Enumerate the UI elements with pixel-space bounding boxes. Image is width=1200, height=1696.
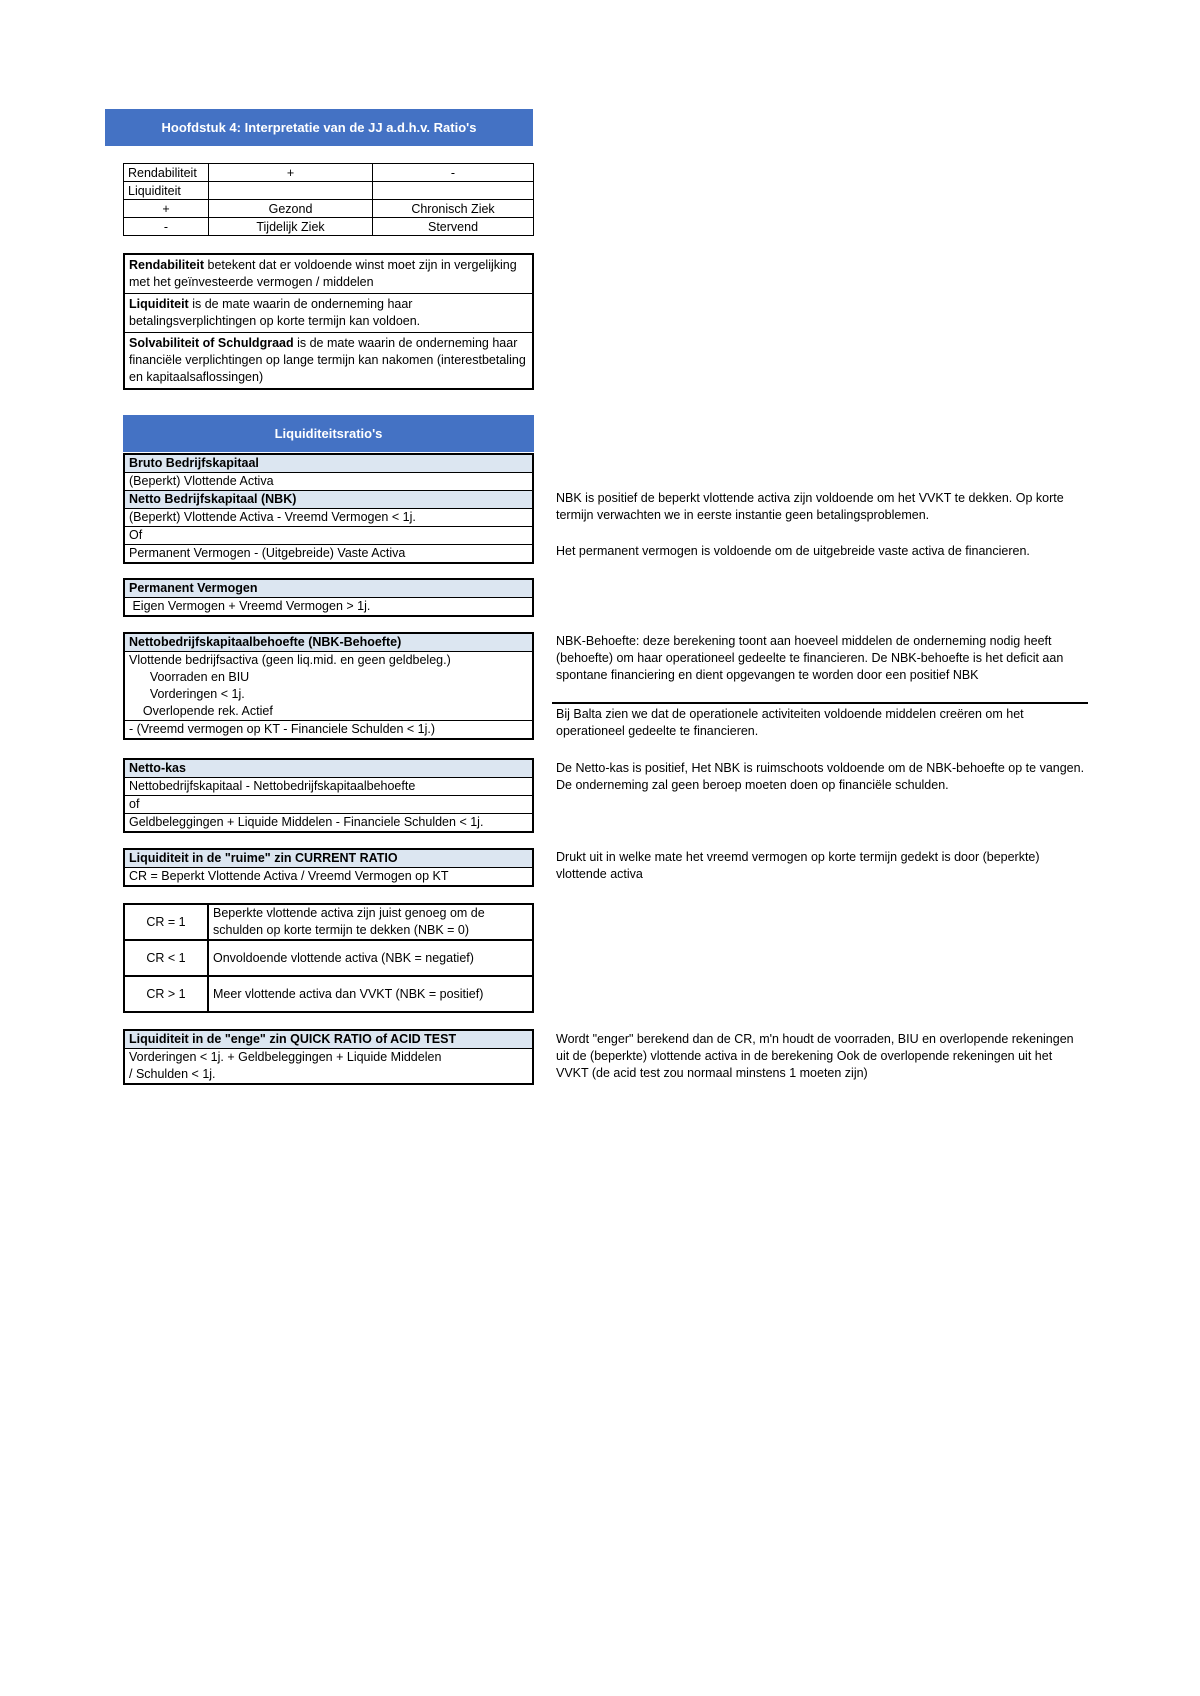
quick-ratio-heading: Liquiditeit in de "enge" zin QUICK RATIO of ACID TEST xyxy=(125,1031,532,1049)
current-ratio-heading: Liquiditeit in de "ruime" zin CURRENT RATIO xyxy=(125,850,532,868)
nbk-note-1: NBK is positief de beperkt vlottende activa zijn voldoende om het VVKT te dekken. Op korte termijn verwachten we in eerste instantie geen betalingsproblemen. xyxy=(556,491,1064,522)
behoefte-line: Vlottende bedrijfsactiva (geen liq.mid. en geen geldbeleg.) xyxy=(129,653,451,667)
nbk-line: (Beperkt) Vlottende Activa - Vreemd Vermogen < 1j. xyxy=(125,509,532,527)
matrix-cell: - xyxy=(373,164,534,182)
table-row xyxy=(124,976,533,1012)
matrix-cell: Rendabiliteit xyxy=(124,164,209,182)
cr-condition: CR = 1 xyxy=(124,904,208,940)
matrix-row xyxy=(124,164,534,182)
matrix-cell: Stervend xyxy=(373,218,534,236)
quick-ratio-block xyxy=(123,1029,534,1085)
definition-text: betekent dat er voldoende winst moet zijn in vergelijking met het geïnvesteerde vermogen / middelen xyxy=(129,258,517,289)
nettokas-note: De Netto-kas is positief, Het NBK is ruimschoots voldoende om de NBK-behoefte op te vangen. De onderneming zal geen beroep moeten doen op financiële schulden. xyxy=(556,761,1085,792)
quick-ratio-note: Wordt "enger" berekend dan de CR, m'n houdt de voorraden, BIU en overlopende rekeningen uit de (beperkte) vlottende activa in de berekening Ook de overlopende rekeningen uit het VVKT (de acid test zou normaal minstens 1 moeten zijn) xyxy=(556,1032,1074,1080)
cr-meaning: Meer vlottende activa dan VVKT (NBK = positief) xyxy=(208,976,533,1012)
quick-ratio-formula: Vorderingen < 1j. + Geldbeleggingen + Liquide Middelen xyxy=(129,1050,442,1064)
matrix-cell: Liquiditeit xyxy=(124,182,209,200)
current-ratio-block xyxy=(123,848,534,887)
nbk-line: Of xyxy=(125,527,532,545)
section-title: Liquiditeitsratio's xyxy=(123,415,534,452)
pv-heading: Permanent Vermogen xyxy=(125,580,532,598)
nettokas-line: Geldbeleggingen + Liquide Middelen - Financiele Schulden < 1j. xyxy=(129,815,484,829)
nettokas-line: of xyxy=(125,796,532,814)
cr-table xyxy=(123,903,534,1013)
page-title: Hoofdstuk 4: Interpretatie van de JJ a.d.h.v. Ratio's xyxy=(105,109,533,146)
cr-meaning: Onvoldoende vlottende activa (NBK = negatief) xyxy=(208,940,533,976)
matrix-cell xyxy=(209,182,373,200)
matrix-row xyxy=(124,200,534,218)
definition-solvabiliteit xyxy=(125,332,532,388)
nettokas-heading: Netto-kas xyxy=(125,760,532,778)
behoefte-note-1: NBK-Behoefte: deze berekening toont aan hoeveel middelen de onderneming nodig heeft (behoefte) om haar operationeel gedeelte te financieren. De NBK-behoefte is het deficit aan spontane financiering en dient opgevangen te worden door een positief NBK xyxy=(556,634,1064,682)
matrix-row xyxy=(124,218,534,236)
health-matrix xyxy=(123,163,534,236)
matrix-cell: - xyxy=(124,218,209,236)
definition-text: is de mate waarin de onderneming haar betalingsverplichtingen op korte termijn kan voldoen. xyxy=(129,297,421,328)
pv-block xyxy=(123,578,534,617)
definition-term: Liquiditeit xyxy=(129,297,189,311)
matrix-cell: + xyxy=(124,200,209,218)
nbk-note-2: Het permanent vermogen is voldoende om de uitgebreide vaste activa de financieren. xyxy=(556,544,1030,558)
definition-term: Rendabiliteit xyxy=(129,258,205,272)
quick-ratio-formula: / Schulden < 1j. xyxy=(129,1067,216,1081)
nbk-heading-bruto: Bruto Bedrijfskapitaal xyxy=(125,455,532,473)
matrix-cell: + xyxy=(209,164,373,182)
behoefte-line: Voorraden en BIU xyxy=(129,670,250,684)
nettokas-line: Nettobedrijfskapitaal - Nettobedrijfskapitaalbehoefte xyxy=(125,778,532,796)
nettokas-block xyxy=(123,758,534,833)
nbk-line: Permanent Vermogen - (Uitgebreide) Vaste Activa xyxy=(129,546,406,560)
definition-rendabiliteit xyxy=(125,255,532,293)
definitions-box xyxy=(123,253,534,390)
cr-meaning: Beperkte vlottende activa zijn juist genoeg om de schulden op korte termijn te dekken (NBK = 0) xyxy=(208,904,533,940)
behoefte-line: - (Vreemd vermogen op KT - Financiele Schulden < 1j.) xyxy=(129,722,436,736)
definition-term: Solvabiliteit of Schuldgraad xyxy=(129,336,294,350)
behoefte-heading: Nettobedrijfskapitaalbehoefte (NBK-Behoefte) xyxy=(125,634,532,652)
current-ratio-note: Drukt uit in welke mate het vreemd vermogen op korte termijn gedekt is door (beperkte) vlottende activa xyxy=(556,850,1040,881)
pv-line: Eigen Vermogen + Vreemd Vermogen > 1j. xyxy=(129,599,371,613)
behoefte-line: Overlopende rek. Actief xyxy=(125,703,532,721)
matrix-cell xyxy=(373,182,534,200)
nbk-heading-netto: Netto Bedrijfskapitaal (NBK) xyxy=(125,491,532,509)
cr-condition: CR < 1 xyxy=(124,940,208,976)
matrix-cell: Tijdelijk Ziek xyxy=(209,218,373,236)
matrix-row xyxy=(124,182,534,200)
table-row xyxy=(124,940,533,976)
cr-condition: CR > 1 xyxy=(124,976,208,1012)
definition-text: is de mate waarin de onderneming haar financiële verplichtingen op lange termijn kan nakomen (interestbetaling en kapitaalsaflossingen) xyxy=(129,336,526,384)
matrix-cell: Gezond xyxy=(209,200,373,218)
definition-liquiditeit xyxy=(125,293,532,332)
nbk-block xyxy=(123,453,534,564)
table-row xyxy=(124,904,533,940)
divider xyxy=(552,702,1088,704)
behoefte-block xyxy=(123,632,534,740)
nbk-line: (Beperkt) Vlottende Activa xyxy=(125,473,532,491)
behoefte-line: Vorderingen < 1j. xyxy=(129,687,245,701)
matrix-cell: Chronisch Ziek xyxy=(373,200,534,218)
current-ratio-formula: CR = Beperkt Vlottende Activa / Vreemd Vermogen op KT xyxy=(129,869,449,883)
behoefte-note-2: Bij Balta zien we dat de operationele activiteiten voldoende middelen creëren om het operationeel gedeelte te financieren. xyxy=(556,707,1024,738)
